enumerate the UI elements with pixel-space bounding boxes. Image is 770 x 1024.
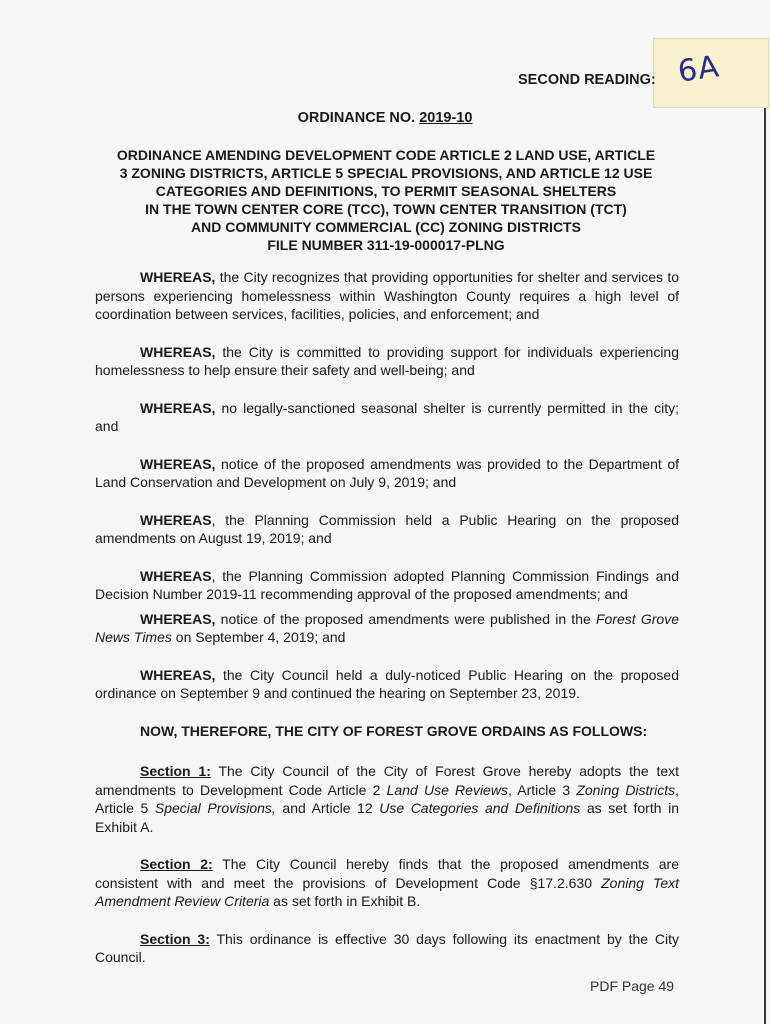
whereas-clause: WHEREAS, the City recognizes that providing opportunities for shelter and services to persons experiencing homelessness within Washington County requires a high level of coordination between services, facilities, policies, and enforcement; and: [95, 269, 679, 322]
ordinance-number-prefix: ORDINANCE NO.: [297, 110, 416, 126]
whereas-clause: WHEREAS, the City Council held a duly-noticed Public Hearing on the proposed ordinance on September 9 and continued the hearing on September 23, 2019.: [95, 666, 679, 701]
file-number: FILE NUMBER 311-19-000017-PLNG: [267, 237, 505, 253]
second-reading-label: SECOND READING:: [518, 72, 656, 88]
pdf-page-number: PDF Page 49: [590, 978, 675, 994]
title-line: CATEGORIES AND DEFINITIONS, TO PERMIT SEASONAL SHELTERS: [155, 183, 617, 199]
whereas-clause: WHEREAS, the Planning Commission adopted Planning Commission Findings and Decision Number 2019-11 recommending approval of the proposed amendments; and: [95, 567, 679, 602]
section-1: Section 1: The City Council of the City of Forest Grove hereby adopts the text amendments to Development Code Article 2 Land Use Reviews, Article 3 Zoning Districts, Article 5 Special Provisions, and Article 12 Use Categories and Definitions as set forth in Exhibit A.: [95, 763, 680, 835]
ordinance-number-value: 2019-10: [419, 110, 473, 126]
section-3: Section 3: This ordinance is effective 30 days following its enactment by the City Council.: [95, 930, 679, 965]
ordinance-title: [88, 146, 684, 254]
title-line: IN THE TOWN CENTER CORE (TCC), TOWN CENTER TRANSITION (TCT): [145, 201, 627, 217]
whereas-clause: WHEREAS, notice of the proposed amendments were published in the Forest Grove News Times on September 4, 2019; and: [95, 610, 679, 645]
whereas-clause: WHEREAS, the Planning Commission held a Public Hearing on the proposed amendments on August 19, 2019; and: [95, 511, 679, 546]
handwritten-agenda-number: 6A: [675, 49, 722, 90]
title-line: AND COMMUNITY COMMERCIAL (CC) ZONING DISTRICTS: [191, 219, 581, 235]
section-2: Section 2: The City Council hereby finds that the proposed amendments are consistent with and meet the provisions of Development Code §17.2.630 Zoning Text Amendment Review Criteria as set forth in Exhibit B.: [95, 856, 680, 909]
ordains-statement: NOW, THEREFORE, THE CITY OF FOREST GROVE ORDAINS AS FOLLOWS:: [140, 722, 648, 739]
page-edge-line: [764, 40, 766, 1024]
ordinance-number: [0, 110, 770, 126]
title-line: 3 ZONING DISTRICTS, ARTICLE 5 SPECIAL PROVISIONS, AND ARTICLE 12 USE: [119, 165, 653, 181]
whereas-clause: WHEREAS, the City is committed to providing support for individuals experiencing homelessness to help ensure their safety and well-being; and: [95, 343, 679, 378]
whereas-clause: WHEREAS, notice of the proposed amendments was provided to the Department of Land Conservation and Development on July 9, 2019; and: [95, 455, 679, 490]
title-line: ORDINANCE AMENDING DEVELOPMENT CODE ARTICLE 2 LAND USE, ARTICLE: [116, 147, 656, 163]
whereas-clause: WHEREAS, no legally-sanctioned seasonal shelter is currently permitted in the city; and: [95, 399, 679, 434]
ordinance-body: [95, 268, 679, 986]
